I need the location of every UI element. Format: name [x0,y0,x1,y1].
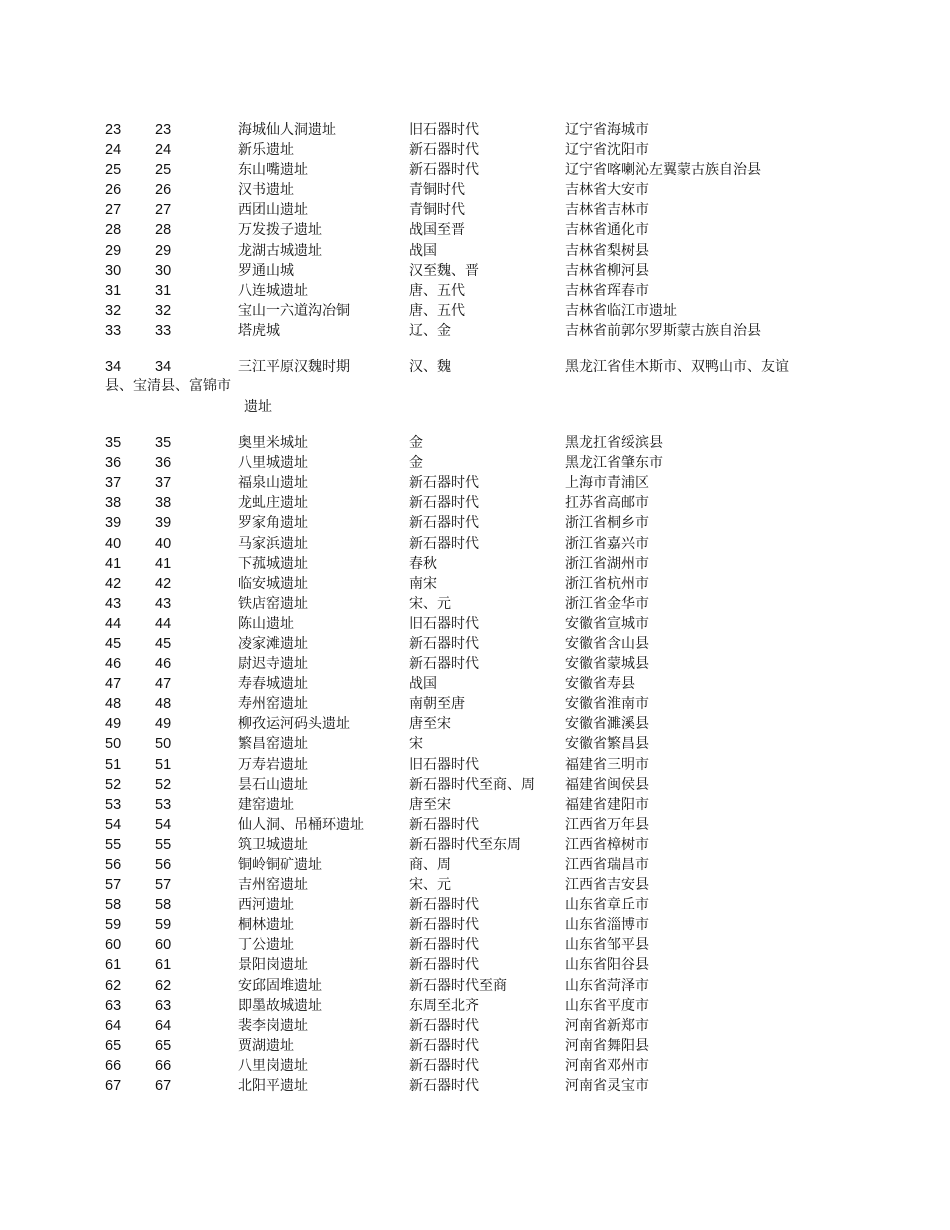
site-era: 汉、魏 [409,359,451,376]
row-number: 67 [105,1078,122,1095]
site-location: 浙江省桐乡市 [565,515,649,532]
table-row [0,261,950,281]
site-id: 33 [155,322,172,339]
table-row [0,976,950,996]
site-name: 陈山遗址 [238,615,294,632]
table-row [0,241,950,261]
site-era: 南宋 [409,575,437,592]
row-number: 47 [105,676,122,693]
site-location: 福建省闽侯县 [565,776,649,793]
row-number: 48 [105,696,122,713]
site-name: 即墨故城遗址 [238,997,322,1014]
table-row [0,955,950,975]
site-location: 吉林省柳河县 [565,262,649,279]
table-row [0,321,950,341]
site-era: 新石器时代 [409,162,479,179]
row-number: 45 [105,635,122,652]
table-row [0,281,950,301]
site-id: 55 [155,836,172,853]
site-era: 商、周 [409,857,451,873]
table-row [0,915,950,935]
table-row-34 [0,357,950,417]
row-number: 27 [105,202,122,219]
site-location: 浙江省嘉兴市 [565,535,649,552]
site-era: 青铜时代 [409,182,465,199]
site-era: 辽、金 [409,322,451,339]
site-era: 新石器时代 [409,475,479,492]
site-era: 新石器时代 [409,937,479,954]
site-location: 辽宁省喀喇沁左翼蒙古族自治县 [565,162,761,179]
site-era: 南朝至唐 [409,696,465,713]
row-number: 52 [105,776,122,793]
table-row [0,835,950,855]
site-name: 仙人洞、吊桶环遗址 [238,816,364,833]
site-era: 战国至晋 [409,222,465,239]
site-era: 唐至宋 [409,796,451,813]
site-name: 汉书遗址 [238,182,294,199]
row-number: 28 [105,222,122,239]
site-name: 罗通山城 [238,262,294,279]
site-id: 54 [155,816,172,833]
site-location: 吉林省珲春市 [565,282,649,299]
site-location: 吉林省梨树县 [565,242,649,259]
site-location: 吉林省前郭尔罗斯蒙古族自治县 [565,322,761,339]
site-era: 新石器时代至东周 [409,836,521,853]
site-name: 铁店窑遗址 [238,595,308,612]
table-row [0,180,950,200]
site-era: 新石器时代至商、周 [409,776,535,793]
site-id: 48 [155,696,172,713]
row-number: 61 [105,957,122,974]
site-name: 宝山一六道沟冶铜 [238,302,350,319]
site-name: 八连城遗址 [238,282,308,299]
table-row [0,574,950,594]
table-row [0,140,950,160]
site-location: 福建省三明市 [565,756,649,773]
site-location: 吉林省大安市 [565,182,649,199]
table-row [0,220,950,240]
site-name: 罗家角遗址 [238,515,308,532]
table-row [0,634,950,654]
site-location: 山东省章丘市 [565,897,649,914]
site-name: 安邱固堆遗址 [238,977,322,994]
site-name: 景阳岗遗址 [238,957,308,974]
site-id: 50 [155,736,172,753]
site-location: 辽宁省海城市 [565,122,649,138]
site-name: 下菰城遗址 [238,555,308,572]
table-row [0,534,950,554]
row-number: 38 [105,495,122,512]
site-location: 上海市青浦区 [565,475,649,492]
table-row [0,714,950,734]
site-era: 青铜时代 [409,202,465,219]
site-name: 繁昌窑遗址 [238,736,308,753]
site-era: 东周至北齐 [409,997,479,1014]
site-location: 扛苏省高邮市 [565,495,649,512]
site-era: 新石器时代 [409,917,479,934]
site-id: 39 [155,515,172,532]
table-row [0,734,950,754]
site-name: 昙石山遗址 [238,776,308,793]
row-number: 63 [105,997,122,1014]
site-era: 新石器时代 [409,1057,479,1074]
site-id: 62 [155,977,172,994]
site-id: 25 [155,162,172,179]
table-row [0,453,950,473]
site-location: 山东省邹平县 [565,937,649,954]
site-era: 新石器时代 [409,142,479,159]
site-era: 新石器时代 [409,515,479,532]
site-id: 42 [155,575,172,592]
site-id: 66 [155,1057,172,1074]
site-id: 46 [155,656,172,673]
site-era: 金 [409,455,423,472]
site-location: 安徽省寿县 [565,676,635,693]
site-id: 27 [155,202,172,219]
site-location: 河南省邓州市 [565,1057,649,1074]
site-name: 贾湖遗址 [238,1037,294,1054]
site-location: 黑龙江省肇东市 [565,455,663,472]
site-era: 旧石器时代 [409,615,479,632]
site-location: 江西省瑞昌市 [565,857,649,873]
site-name: 万寿岩遗址 [238,756,308,773]
site-id: 65 [155,1037,172,1054]
site-location: 黑龙江省佳木斯市、双鸭山市、友谊 [565,359,789,376]
site-location-continued: 县、宝清县、富锦市 [105,378,231,395]
site-era: 新石器时代 [409,1017,479,1034]
site-name-continued: 遗址 [244,399,272,416]
row-number: 54 [105,816,122,833]
site-id: 41 [155,555,172,572]
site-era: 新石器时代 [409,656,479,673]
site-location: 河南省新郑市 [565,1017,649,1034]
table-row [0,775,950,795]
site-id: 63 [155,997,172,1014]
row-number: 59 [105,917,122,934]
site-name: 三江平原汉魏时期 [238,359,350,376]
site-location: 福建省建阳市 [565,796,649,813]
site-id: 67 [155,1078,172,1095]
row-number: 42 [105,575,122,592]
row-number: 23 [105,122,122,138]
site-id: 36 [155,455,172,472]
site-id: 44 [155,615,172,632]
site-name: 铜岭铜矿遗址 [238,857,322,873]
site-id: 26 [155,182,172,199]
site-era: 宋、元 [409,595,451,612]
site-name: 八里城遗址 [238,455,308,472]
table-row [0,755,950,775]
site-location: 安徽省濉溪县 [565,716,649,733]
site-location: 黑龙扛省绥滨县 [565,435,663,452]
row-number: 62 [105,977,122,994]
site-era: 新石器时代 [409,535,479,552]
site-name: 东山嘴遗址 [238,162,308,179]
site-id: 61 [155,957,172,974]
row-number: 36 [105,455,122,472]
site-id: 29 [155,242,172,259]
row-number: 56 [105,857,122,873]
site-location: 安徽省淮南市 [565,696,649,713]
table-row [0,594,950,614]
site-era: 新石器时代 [409,1078,479,1095]
site-location: 河南省灵宝市 [565,1078,649,1095]
row-number: 41 [105,555,122,572]
site-id: 53 [155,796,172,813]
site-location: 吉林省临江市遗址 [565,302,677,319]
site-name: 裴李岗遗址 [238,1017,308,1034]
table-rows-group-b [0,433,950,1096]
row-number: 65 [105,1037,122,1054]
site-id: 31 [155,282,172,299]
site-name: 桐林遗址 [238,917,294,934]
site-location: 河南省舞阳县 [565,1037,649,1054]
site-name: 西河遗址 [238,897,294,914]
table-row [0,554,950,574]
site-id: 32 [155,302,172,319]
site-location: 山东省平度市 [565,997,649,1014]
row-number: 33 [105,322,122,339]
site-id: 23 [155,122,172,138]
site-location: 浙江省杭州市 [565,575,649,592]
site-location: 吉林省通化市 [565,222,649,239]
site-name: 八里岗遗址 [238,1057,308,1074]
row-number: 29 [105,242,122,259]
site-id: 40 [155,535,172,552]
site-id: 24 [155,142,172,159]
site-id: 57 [155,877,172,894]
site-location: 吉林省吉林市 [565,202,649,219]
site-id: 64 [155,1017,172,1034]
site-name: 临安城遗址 [238,575,308,592]
row-number: 50 [105,736,122,753]
site-name: 龙虬庄遗址 [238,495,308,512]
site-era: 新石器时代 [409,957,479,974]
site-id: 60 [155,937,172,954]
table-row [0,200,950,220]
row-spacer [0,341,950,357]
site-name: 西团山遗址 [238,202,308,219]
site-id: 37 [155,475,172,492]
site-era: 新石器时代 [409,816,479,833]
table-row [0,895,950,915]
row-number: 39 [105,515,122,532]
site-name: 凌家滩遗址 [238,635,308,652]
site-era: 新石器时代 [409,897,479,914]
site-name: 寿春城遗址 [238,676,308,693]
site-era: 新石器时代 [409,495,479,512]
site-name: 万发拨子遗址 [238,222,322,239]
table-row [0,120,950,140]
row-number: 32 [105,302,122,319]
row-number: 26 [105,182,122,199]
site-name: 塔虎城 [238,322,280,339]
site-era: 唐、五代 [409,282,465,299]
row-number: 24 [105,142,122,159]
heritage-site-table [0,120,950,1096]
site-name: 新乐遗址 [238,142,294,159]
site-era: 新石器时代 [409,635,479,652]
row-number: 35 [105,435,122,452]
site-name: 奥里米城址 [238,435,308,452]
row-number: 30 [105,262,122,279]
site-location: 江西省樟树市 [565,836,649,853]
site-id: 35 [155,435,172,452]
row-number: 46 [105,656,122,673]
site-name: 丁公遗址 [238,937,294,954]
site-name: 海城仙人洞遗址 [238,122,336,138]
site-name: 筑卫城遗址 [238,836,308,853]
site-location: 安徽省繁昌县 [565,736,649,753]
table-row [0,694,950,714]
site-name: 马家浜遗址 [238,535,308,552]
table-rows-group-a [0,120,950,341]
site-id: 49 [155,716,172,733]
site-era: 宋 [409,736,423,753]
site-era: 汉至魏、晋 [409,262,479,279]
site-era: 新石器时代 [409,1037,479,1054]
site-location: 浙江省湖州市 [565,555,649,572]
site-era: 金 [409,435,423,452]
site-location: 安徽省含山县 [565,635,649,652]
row-spacer [0,417,950,433]
row-number: 58 [105,897,122,914]
site-id: 43 [155,595,172,612]
site-name: 尉迟寺遗址 [238,656,308,673]
site-era: 宋、元 [409,877,451,894]
site-location: 江西省万年县 [565,816,649,833]
site-id: 28 [155,222,172,239]
site-name: 柳孜运河码头遗址 [238,716,350,733]
site-name: 吉州窑遗址 [238,877,308,894]
site-name: 福泉山遗址 [238,475,308,492]
site-location: 山东省阳谷县 [565,957,649,974]
site-id: 45 [155,635,172,652]
site-location: 安徽省宣城市 [565,615,649,632]
site-id: 58 [155,897,172,914]
row-number: 40 [105,535,122,552]
site-era: 新石器时代至商 [409,977,507,994]
table-row [0,1036,950,1056]
row-number: 64 [105,1017,122,1034]
table-row [0,301,950,321]
site-id: 34 [155,359,172,376]
table-row [0,1076,950,1096]
row-number: 66 [105,1057,122,1074]
row-number: 57 [105,877,122,894]
site-location: 山东省淄博市 [565,917,649,934]
row-number: 51 [105,756,122,773]
table-row [0,875,950,895]
site-name: 龙湖古城遗址 [238,242,322,259]
table-row [0,1016,950,1036]
site-name: 寿州窑遗址 [238,696,308,713]
site-era: 旧石器时代 [409,122,479,138]
site-id: 47 [155,676,172,693]
site-era: 旧石器时代 [409,756,479,773]
site-id: 56 [155,857,172,873]
table-row [0,160,950,180]
site-location: 山东省菏泽市 [565,977,649,994]
table-row [0,674,950,694]
row-number: 25 [105,162,122,179]
row-number: 49 [105,716,122,733]
site-id: 38 [155,495,172,512]
table-row [0,614,950,634]
row-number: 53 [105,796,122,813]
table-row [0,935,950,955]
table-row [0,433,950,453]
row-number: 34 [105,359,122,376]
site-era: 战国 [409,242,437,259]
table-row [0,855,950,875]
site-era: 战国 [409,676,437,693]
row-number: 44 [105,615,122,632]
table-row [0,513,950,533]
row-number: 60 [105,937,122,954]
row-number: 31 [105,282,122,299]
site-location: 浙江省金华市 [565,595,649,612]
site-name: 建窑遗址 [238,796,294,813]
row-number: 55 [105,836,122,853]
site-name: 北阳平遗址 [238,1078,308,1095]
row-number: 43 [105,595,122,612]
row-number: 37 [105,475,122,492]
site-id: 51 [155,756,172,773]
table-row [0,996,950,1016]
site-location: 辽宁省沈阳市 [565,142,649,159]
table-row [0,473,950,493]
site-era: 春秋 [409,555,437,572]
table-row [0,654,950,674]
site-era: 唐至宋 [409,716,451,733]
site-id: 59 [155,917,172,934]
site-era: 唐、五代 [409,302,465,319]
table-row [0,1056,950,1076]
site-id: 52 [155,776,172,793]
site-location: 安徽省蒙城县 [565,656,649,673]
site-id: 30 [155,262,172,279]
table-row [0,795,950,815]
table-row [0,493,950,513]
table-row [0,815,950,835]
site-location: 江西省吉安县 [565,877,649,894]
